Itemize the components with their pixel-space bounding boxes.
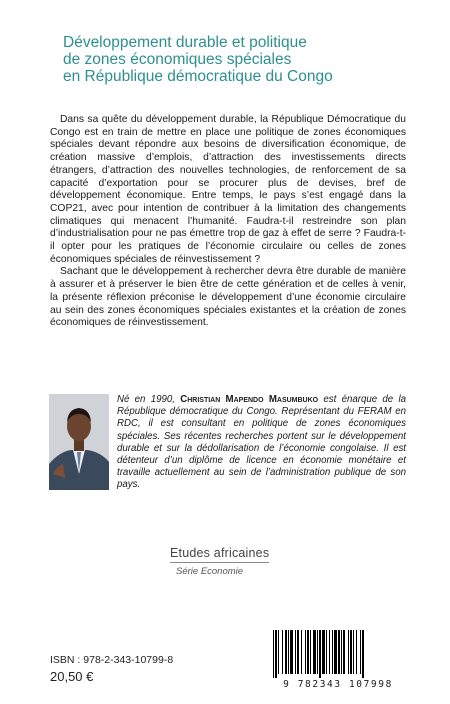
title-line-2: de zones économiques spéciales: [63, 51, 292, 68]
barcode-bar: [322, 630, 325, 674]
series-name: Série Economie: [176, 566, 244, 577]
barcode-bar: [285, 630, 287, 674]
barcode-bar: [313, 630, 316, 674]
author-name: Christian Mapendo Masumbuko: [180, 394, 319, 405]
barcode-bar: [362, 630, 364, 678]
barcode-number: 9 782343 107998: [283, 679, 393, 690]
barcode-bar: [348, 630, 349, 674]
title-line-3: en République démocratique du Congo: [63, 68, 333, 85]
collection-info: [170, 544, 280, 577]
barcode-bars: [267, 630, 409, 678]
author-portrait-illustration: [49, 394, 109, 490]
barcode-bar: [275, 630, 277, 678]
summary-paragraph-1: Dans sa quête du développement durable, la République Démocratique du Congo est en train de mettre en place une politique de zones économiques spéciales devant répondre aux besoins de diversification économique, de création massive d’emplois, d’attraction des investissements directs étrangers, d’attraction des nouvelles technologies, de renforcement de sa capacité d’exportation pour se procurer plus de devises, bref de développement économique. Entre temps, le pays s’est engagé dans la COP21, avec pour intention de contribuer à la limitation des changements climatiques qui menacent l’humanité. Faudra-t-il restreindre son plan d’industrialisation pour ne pas émettre trop de gaz à effet de serre ? Faudra-t-il opter pour les pratiques de l’économie circulaire ou celles de zones économiques spéciales de réinvestissement ?: [50, 114, 406, 265]
barcode: [267, 630, 409, 690]
barcode-bar: [282, 630, 283, 674]
barcode-bar: [329, 630, 330, 674]
barcode-bar: [353, 630, 354, 674]
author-photo: [49, 394, 109, 490]
barcode-bar: [307, 630, 309, 674]
author-bio-intro: Né en 1990,: [117, 394, 181, 405]
barcode-bar: [288, 630, 289, 674]
barcode-bar: [319, 630, 321, 678]
barcode-bar: [278, 630, 279, 674]
barcode-bar: [332, 630, 333, 674]
barcode-bar: [360, 630, 361, 674]
barcode-bar: [350, 630, 352, 674]
title-line-1: Développement durable et politique: [63, 34, 307, 51]
author-bio: [117, 394, 406, 492]
barcode-bar: [326, 630, 327, 674]
barcode-bar: [341, 630, 342, 674]
price: 20,50 €: [50, 669, 94, 684]
barcode-bar: [338, 630, 340, 674]
barcode-bar: [343, 630, 345, 674]
collection-name: Etudes africaines: [170, 546, 269, 563]
isbn: ISBN : 978-2-343-10799-8: [50, 654, 174, 666]
barcode-bar: [356, 630, 357, 674]
barcode-bar: [295, 630, 296, 674]
barcode-bar: [305, 630, 306, 674]
author-bio-text: est énarque de la République démocratique du Congo. Représentant du FERAM en RDC, il est consultant en politique de zones économiques spéciales. Ses récentes recherches portent sur le développement durable et sur la dédollarisation de l’économie congolaise. Il est détenteur d’un diplôme de licence en économie monétaire et travaille actuellement au sein de l’administration publique de son pays.: [117, 394, 406, 491]
barcode-bar: [310, 630, 311, 674]
summary-paragraph-2: Sachant que le développement à rechercher devra être durable de manière à assurer et à préserver le bien être de cette génération et de celles à venir, la présente réflexion préconise le développement d’une économie circulaire au sein des zones économiques spéciales existantes et la création de zones économiques de réinvestissement.: [50, 266, 406, 329]
barcode-bar: [273, 630, 274, 678]
barcode-bar: [334, 630, 337, 674]
barcode-bar: [317, 630, 318, 674]
barcode-bar: [301, 630, 302, 674]
back-cover-summary: [50, 114, 406, 330]
barcode-bar: [297, 630, 299, 674]
book-title: [63, 34, 413, 85]
barcode-bar: [290, 630, 293, 674]
